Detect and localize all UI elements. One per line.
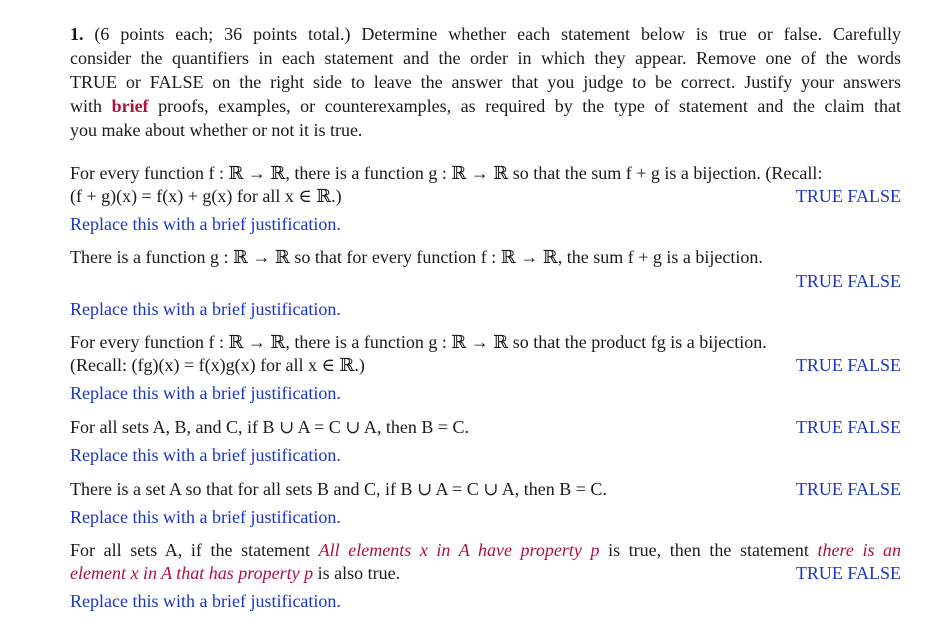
intro-line-2: consider the quantifiers in each statement and the order in which they appear. Remove one of the words (70, 48, 901, 68)
intro-text-1: (6 points each; 36 points total.) Determine whether each statement below is true or false. Carefully (94, 24, 901, 44)
statement-3-justification[interactable]: Replace this with a brief justification. (70, 383, 341, 403)
statement-5-text: There is a set A so that for all sets B and C, if B ∪ A = C ∪ A, then B = C. (70, 479, 607, 499)
statement-3-answer[interactable]: TRUE FALSE (795, 355, 901, 375)
statement-2-line-1: There is a function g : ℝ → ℝ so that for every function f : ℝ → ℝ, the sum f + g is a bijection. (70, 247, 763, 267)
statement-2-justification[interactable]: Replace this with a brief justification. (70, 299, 341, 319)
question-number: 1. (70, 24, 84, 44)
statement-3-line-1: For every function f : ℝ → ℝ, there is a function g : ℝ → ℝ so that the product fg is a bijection. (70, 332, 767, 352)
statement-3-recall: (Recall: (fg)(x) = f(x)g(x) for all x ∈ ℝ.) (70, 355, 365, 375)
intro-line-3: TRUE or FALSE on the right side to leave the answer that you judge to be correct. Justify your answers (70, 72, 901, 92)
statement-4-answer[interactable]: TRUE FALSE (795, 417, 901, 437)
statement-4-justification[interactable]: Replace this with a brief justification. (70, 445, 341, 465)
intro-line-4 (70, 95, 901, 118)
statement-1-line-1: For every function f : ℝ → ℝ, there is a function g : ℝ → ℝ so that the sum f + g is a bijection. (Recall: (70, 163, 823, 183)
statement-6-answer[interactable]: TRUE FALSE (795, 563, 901, 583)
intro-text-4c: proofs, examples, or counterexamples, as required by the type of statement and the claim that (158, 96, 901, 116)
statement-6-text-a: For all sets A, if the statement (70, 540, 311, 560)
statement-6-text-e: is also true. (317, 563, 401, 583)
statement-1-recall: (f + g)(x) = f(x) + g(x) for all x ∈ ℝ.) (70, 186, 342, 206)
statement-6-text-c: is true, then the statement (608, 540, 809, 560)
statement-6-justification[interactable]: Replace this with a brief justification. (70, 591, 341, 611)
statement-5-answer[interactable]: TRUE FALSE (795, 479, 901, 499)
statement-4-line-1 (70, 416, 901, 439)
intro-line-5: you make about whether or not it is true. (70, 120, 363, 140)
statement-5-line-1 (70, 478, 901, 501)
statement-6-conclusion-end: element x in A that has property p (70, 563, 314, 583)
statement-1-line-2 (70, 185, 901, 208)
statement-6-conclusion-start: there is an (817, 540, 902, 560)
statement-4-text: For all sets A, B, and C, if B ∪ A = C ∪ A, then B = C. (70, 417, 469, 437)
intro-line-1 (70, 23, 901, 46)
statement-1-answer[interactable]: TRUE FALSE (795, 186, 901, 206)
intro-text-4a: with (70, 96, 103, 116)
statement-5-justification[interactable]: Replace this with a brief justification. (70, 507, 341, 527)
statement-3-line-2 (70, 354, 901, 377)
statement-6-line-1 (70, 539, 901, 562)
statement-1-justification[interactable]: Replace this with a brief justification. (70, 214, 341, 234)
statement-6-line-2 (70, 562, 901, 585)
statement-2-answer[interactable]: TRUE FALSE (795, 271, 901, 291)
statement-6-premise: All elements x in A have property p (318, 540, 600, 560)
brief-emphasis: brief (111, 96, 149, 116)
